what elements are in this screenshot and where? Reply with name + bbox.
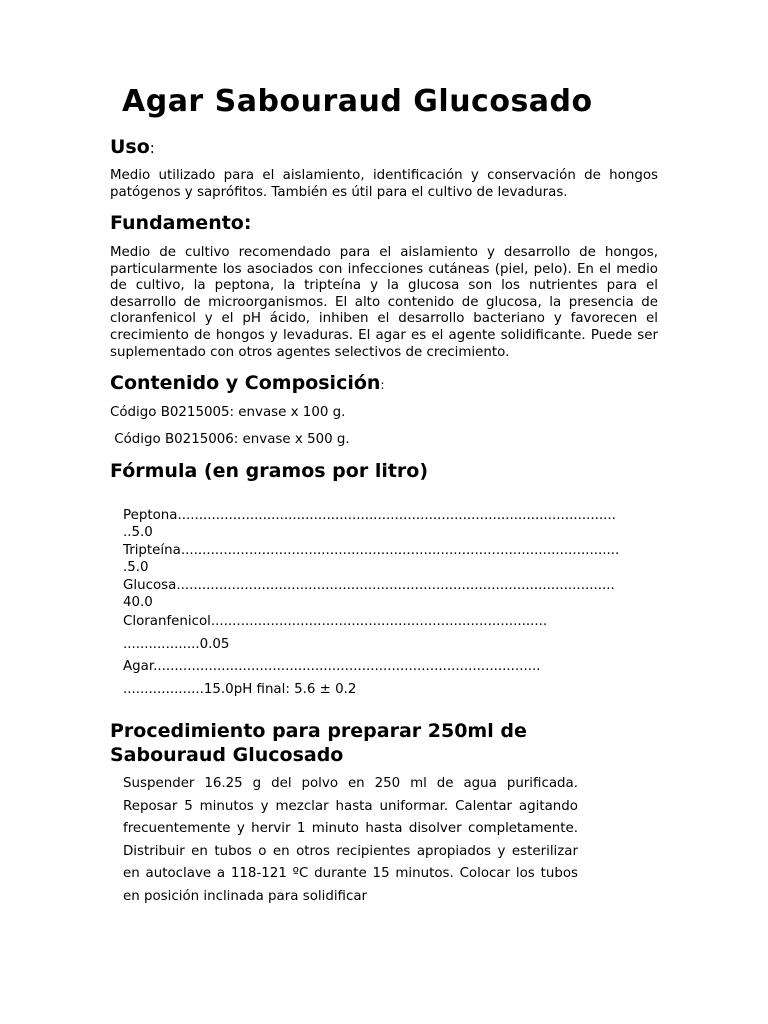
formula-line: ..................0.05 — [123, 637, 230, 652]
codigo-line-1: Código B0215005: envase x 100 g. — [110, 405, 346, 420]
formula-line: Glucosa....................................................................................................... — [123, 578, 615, 593]
formula-line: Cloranfenicol............................................................................... — [123, 614, 548, 629]
formula-line: ...................15.0pH final: 5.6 ± 0.2 — [123, 682, 357, 697]
procedimiento-heading-line-2: Sabouraud Glucosado — [110, 744, 344, 766]
fundamento-text: Medio de cultivo recomendado para el aislamiento y desarrollo de hongos, particularmente los asociados con infecciones cutáneas (piel, pelo). En el medio de cultivo, la peptona, la tripteína y la glucosa son los nutrientes para el desarrollo de microorganismos. El alto contenido de glucosa, la presencia de cloranfenicol y el pH ácido, inhiben el desarrollo bacteriano y favorecen el crecimiento de hongos y levaduras. El agar es el agente solidificante. Puede ser suplementado con otros agentes selectivos de crecimiento. — [110, 245, 658, 360]
formula-line: ..5.0 — [123, 525, 153, 540]
uso-heading — [110, 136, 155, 158]
fundamento-heading: Fundamento: — [110, 212, 252, 234]
formula-line: Peptona....................................................................................................... — [123, 508, 616, 523]
uso-heading-suffix: : — [149, 139, 155, 157]
contenido-heading — [110, 372, 384, 394]
codigo-line-2: Código B0215006: envase x 500 g. — [110, 432, 350, 447]
formula-line: Agar........................................................................................... — [123, 659, 541, 674]
uso-heading-text: Uso — [110, 136, 150, 158]
formula-line: 40.0 — [123, 595, 153, 610]
contenido-heading-text: Contenido y Composición — [110, 372, 381, 394]
document-title: Agar Sabouraud Glucosado — [122, 84, 593, 119]
formula-heading: Fórmula (en gramos por litro) — [110, 460, 429, 482]
formula-line: .5.0 — [123, 560, 149, 575]
procedimiento-heading-line-1: Procedimiento para preparar 250ml de — [110, 720, 527, 742]
uso-text: Medio utilizado para el aislamiento, identificación y conservación de hongos patógenos y saprófitos. También es útil para el cultivo de levaduras. — [110, 168, 658, 200]
formula-line: Tripteína....................................................................................................... — [123, 543, 620, 558]
procedimiento-text: Suspender 16.25 g del polvo en 250 ml de agua purificada. Reposar 5 minutos y mezclar hasta uniformar. Calentar agitando frecuentemente y hervir 1 minuto hasta disolver completamente. Distribuir en tubos o en otros recipientes apropiados y esterilizar en autoclave a 118-121 ºC durante 15 minutos. Colocar los tubos en posición inclinada para solidificar — [123, 776, 578, 904]
contenido-heading-suffix: : — [380, 378, 385, 392]
